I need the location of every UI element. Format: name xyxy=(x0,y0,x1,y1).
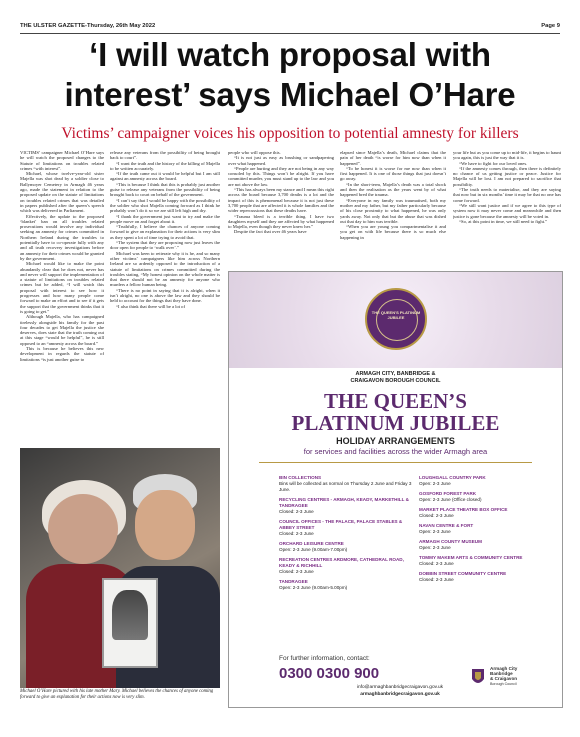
paragraph: your life but as you come up to mid-life, it begins to haunt you again, this is just the way that it is. xyxy=(453,150,561,161)
council-logo-text xyxy=(490,666,517,687)
schedule-item xyxy=(419,571,559,583)
paper-name-date: THE ULSTER GAZETTE-Thursday, 26th May 2022 xyxy=(20,23,156,29)
paragraph: “The system that they are proposing now just leaves the door open for people to ‘walk over’.” xyxy=(110,240,220,251)
advert-title xyxy=(229,390,562,434)
advert-title-line-1: THE QUEEN’S xyxy=(324,389,467,413)
paragraph: “I also think that there will be a lot of xyxy=(116,303,186,309)
council-logo-icon xyxy=(469,667,487,687)
contact-phone[interactable]: 0300 0300 900 xyxy=(279,665,380,682)
advert-banner xyxy=(229,272,562,368)
schedule-item-detail: Closed: 2-3 June xyxy=(279,531,314,536)
subheadline: Victims’ campaigner voices his opposition to potential amnesty for killers xyxy=(61,125,519,142)
paragraph: Although Majella, who has campaigned tirelessly alongside his family for the past four decades to get Majella the justice she deserves, does state that the truth coming out at this stage “would be helpful”, he is still opposed to an “amnesty across the board.” xyxy=(20,314,104,346)
article-photo xyxy=(20,448,220,688)
schedule-item-detail: Closed: 2-3 June xyxy=(419,561,454,566)
schedule-item-title: RECREATION CENTRES ARDMORE, CATHEDRAL ROAD, KEADY & RICHHILL xyxy=(279,557,404,568)
schedule-item-detail: Bins will be collected as normal on Thursday 2 June and Friday 3 June. xyxy=(279,481,412,492)
paragraph: VICTIMS’ campaigner Michael O’Hare says he will watch the proposed changes to the Statute of limitations on troubles related crimes “with interest”. xyxy=(20,150,104,171)
paragraph: Effectively, the update to the proposed ‘blanket’ ban on all troubles related prosecutions would involve any individual seeking an amnesty for crimes committed in Northern Ireland during the troubles to potentially have to co-operate fully with any and all truth recovery investigations before an amnesty for their crimes would be granted by the government. xyxy=(20,213,104,261)
masthead-rule xyxy=(20,33,560,34)
schedule-item-detail: Closed: 2-3 June xyxy=(419,513,454,518)
schedule-item-detail: Open: 2-3 June (9.00am-7.00pm) xyxy=(279,547,348,552)
schedule-item xyxy=(419,475,559,487)
photo-girl-portrait xyxy=(112,590,148,640)
schedule-item-title: LOUGHGALL COUNTRY PARK xyxy=(419,475,486,480)
paragraph: “I thank the government just want to try and make the people move on and forget about it. xyxy=(110,213,220,224)
schedule-item-title: BIN COLLECTIONS xyxy=(279,475,322,480)
paragraph: “We still want justice and if we agree to this type of system now it may never come and meanwhile and then justice is gone because the amnesty will be voted in. xyxy=(453,202,561,219)
masthead xyxy=(20,23,560,33)
schedule-item-title: DOBBIN STREET COMMUNITY CENTRE xyxy=(419,571,507,576)
schedule-item-title: TANDRAGEE xyxy=(279,579,308,584)
schedule-item xyxy=(279,519,419,537)
photo-man-face xyxy=(135,490,195,560)
paragraph: “So, at this point in time, we still need to fight.” xyxy=(459,218,548,224)
photo-framed-portrait xyxy=(102,578,158,668)
contact-email[interactable]: info@armaghbanbridgecraigavon.gov.uk xyxy=(356,685,444,690)
schedule-item-detail: Open: 2-3 June xyxy=(419,481,451,486)
schedule-item xyxy=(279,497,419,515)
schedule-item-title: COUNCIL OFFICES - THE PALACE, PALACE STABLES & ABBEY STREET xyxy=(279,519,403,530)
paragraph: “It is not just as easy as brushing or sandpapering over what happened. xyxy=(228,155,334,166)
contact-intro: For further information, contact: xyxy=(279,655,370,662)
paragraph: “The truth needs to materialise, and they are saying that now but in six months’ time it may be that no one has come forward. xyxy=(453,187,561,203)
schedule-item xyxy=(279,557,419,575)
article-column-2 xyxy=(110,150,220,446)
schedule-item xyxy=(419,555,559,567)
schedule-item-detail: Closed: 2-3 June xyxy=(419,577,454,582)
page-number: Page 9 xyxy=(541,23,560,29)
schedule-item-detail: Open: 2-3 June xyxy=(419,545,451,550)
paragraph: “People are hurting and they are not being in any way consoled by this. Things won’t be alright. If you have committed murder, you must stand up to the law and you are not above the law. xyxy=(228,165,334,187)
schedule-item-title: NAVAN CENTRE & FORT xyxy=(419,523,474,528)
holiday-heading: HOLIDAY ARRANGEMENTS xyxy=(336,436,455,446)
council-logo xyxy=(469,663,539,695)
emblem-text: THE QUEEN'S PLATINUM JUBILEE xyxy=(371,310,421,320)
logo-subtitle: Borough Council xyxy=(490,681,517,686)
emblem-ring xyxy=(376,299,418,341)
logo-line-1: Armagh City xyxy=(490,666,518,671)
council-name-line-1: ARMAGH CITY, BANBRIDGE & xyxy=(355,371,436,377)
headline xyxy=(20,35,560,115)
paragraph: “To be honest it is worse for me now than when it first happened. It is one of those things that just doesn’t go away. xyxy=(340,165,446,182)
paragraph: “Trauma bleed is a terrible thing. I have two daughters myself and they are affected by what happened to Majella, even though they never knew her.” xyxy=(228,213,334,230)
paragraph: Michael would like to make the point abundantly clear that he does not, never has and never will support the implementation of a statute of limitations on troubles related crimes but he added, “I will watch this proposal with interest to see how it progresses and how many people come forward to make an effort and to see if it gets the support that the government thinks that it is going to get.” xyxy=(20,261,104,314)
paragraph: elapsed since Majella’s death, Michael claims that the pain of her death “is worse for him now than when it happened”. xyxy=(340,150,446,166)
jubilee-emblem-icon xyxy=(365,288,427,350)
paragraph: “I can’t say that I would be happy with the possibility of the soldier who shot Majella coming forward as I think he probably won’t do it so we are still left high and dry. xyxy=(110,197,220,214)
article-column-1 xyxy=(20,150,104,446)
paragraph: “I want the truth and the history of the killing of Majella to be written accurately. xyxy=(110,160,220,171)
council-name xyxy=(229,371,562,385)
schedule-item-title: TOMMY MAKEM ARTS & COMMUNITY CENTRE xyxy=(419,555,523,560)
photo-caption: Michael O’Hare pictured with his late mother Mary. Michael believes the chances of anyone coming forward to give an explanation for their actions now is very slim. xyxy=(20,689,214,700)
paragraph: people who will oppose this. xyxy=(228,150,281,155)
schedule-item-title: GOSFORD FOREST PARK xyxy=(419,491,477,496)
logo-line-3: & Craigavon xyxy=(490,676,518,682)
headline-line-1: ‘I will watch proposal with xyxy=(89,36,491,73)
schedule-item xyxy=(419,507,559,519)
schedule-item xyxy=(279,475,419,493)
article-column-3 xyxy=(228,150,334,268)
council-name-line-2: CRAIGAVON BOROUGH COUNCIL xyxy=(350,378,441,384)
schedule-item-detail: Closed: 2-3 June xyxy=(279,509,314,514)
paragraph: Michael, whose twelve-year-old sister Majella was shot dead by a soldier close to Ballymoyer Cemetery in Armagh 46 years ago, made the statement in relation to the proposed update on the statute of limitations on troubles related crimes that was detailed in papers published after the queen’s speech which was delivered in Parliament. xyxy=(20,171,104,214)
paragraph: “We have to fight for our loved ones. xyxy=(459,160,528,166)
schedule-item-title: MARKET PLACE THEATRE BOX OFFICE xyxy=(419,507,508,512)
schedule-item-detail: Open: 2-3 June xyxy=(419,529,451,534)
paragraph: “Truthfully, I believe the chances of anyone coming forward to give an explanation for their actions is very slim as they spent a lot of time trying to avoid that. xyxy=(110,224,220,240)
schedule-item xyxy=(419,491,559,503)
paragraph: Despite the fact that over 46 years have xyxy=(234,229,307,235)
advert-divider xyxy=(259,462,532,463)
schedule-item-detail: Closed: 2-3 June xyxy=(279,569,314,574)
schedule-right xyxy=(419,475,559,587)
schedule-item-title: RECYCLING CENTRES - ARMAGH, KEADY, MARKETHILL & TANDRAGEE xyxy=(279,497,409,508)
contact-details xyxy=(337,684,463,698)
schedule-item xyxy=(419,539,559,551)
contact-website[interactable]: armaghbanbridgecraigavon.gov.uk xyxy=(360,692,440,697)
paragraph: “There is no point in saying that it is alright, when it isn’t alright, no one is above the law and they should be held to account for the things that they have done. xyxy=(110,287,220,304)
paragraph: “This is because I think that this is probably just another guise to release any veterans from the possibility of being brought back to court on behalf of the government. xyxy=(110,181,220,198)
paragraph: Michael was keen to reiterate why it is he, and so many other victims’ campaigners like him across Northern Ireland are so ardently opposed to the introduction of a statute of limitations on crimes committed during the troubles stating, “My honest opinion on the whole matter is that there should not be an amnesty for anyone who murders a fellow human being. xyxy=(110,250,220,288)
article-column-5 xyxy=(453,150,561,268)
photo-woman-face xyxy=(48,494,118,564)
logo-line-2: Banbridge xyxy=(490,671,513,677)
services-subheading: for services and facilities across the wider Armagh area xyxy=(303,447,488,456)
paragraph: “When you are young you compartmentalise it and you get on with life because there is so much else happening in xyxy=(340,224,446,240)
paragraph: “If the truth came out it would be helpful but I am still against an amnesty across the board. xyxy=(110,171,220,182)
schedule-item-title: ARMAGH COUNTY MUSEUM xyxy=(419,539,482,544)
advert-title-line-2: PLATINUM JUBILEE xyxy=(291,411,500,435)
paragraph: This is because he believes this new development in regards the statute of limitations “is just another guise to xyxy=(20,345,104,362)
schedule-item-detail: Open: 2-3 June (Office closed) xyxy=(419,497,482,502)
schedule-item-title: ORCHARD LEISURE CENTRE xyxy=(279,541,344,546)
paragraph: release any veterans from the possibility of being brought back to court”. xyxy=(110,150,220,161)
paragraph: “If the amnesty comes through, then there is definitely no chance of us getting justice or peace. Justice for Majella will be lost. I am not prepared to sacrifice that possibility. xyxy=(453,165,561,187)
paragraph: “Everyone in my family was traumatised, both my mother and my father, but my father particularly because of his close proximity to what happened, he was only yards away. Not only that but the abuse that was dished out that day to him was terrible. xyxy=(340,197,446,224)
schedule-left xyxy=(279,475,419,595)
paragraph: “This has always been my stance and I mean this right across the board because 3,700 deaths is a lot and the impact of this is phenomenal because it is not just these 3,700 people that are affected it is whole families and the wider repercussions that these deaths have. xyxy=(228,187,334,214)
schedule-item xyxy=(279,541,419,553)
schedule-item xyxy=(279,579,419,591)
schedule-item-detail: Open: 2-3 June (9.00am-5.00pm) xyxy=(279,585,348,590)
headline-line-2: interest’ says Michael O’Hare xyxy=(64,76,516,113)
council-advert xyxy=(228,271,563,708)
article-column-4 xyxy=(340,150,446,268)
paragraph: “In the short-term, Majella’s death was a total shock and then the realisation as the years went by of what happened bred the trauma. xyxy=(340,181,446,198)
schedule-item xyxy=(419,523,559,535)
